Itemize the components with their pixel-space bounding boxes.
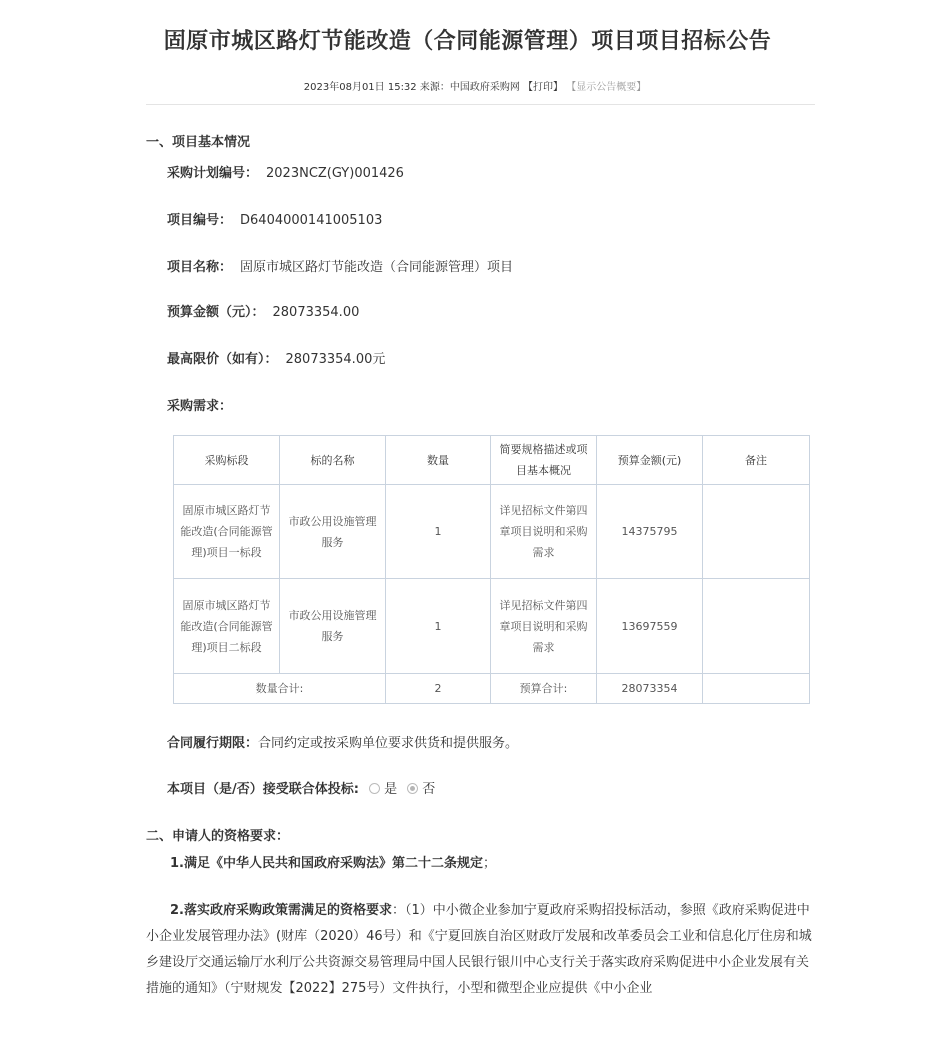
project-name-label: 项目名称： xyxy=(167,260,233,275)
contract-period-label: 合同履行期限： xyxy=(167,736,259,751)
section2-heading: 二、申请人的资格要求： xyxy=(146,829,290,844)
table-cell-item: 市政公用设施管理服务 xyxy=(280,485,386,579)
table-cell-qty: 1 xyxy=(386,485,491,579)
plan-number-value: 2023NCZ(GY)001426 xyxy=(266,166,404,181)
consortium-field xyxy=(167,778,435,797)
contract-period-field xyxy=(167,732,518,751)
requirement-2-text: ：（1）中小微企业参加宁夏政府采购招投标活动，参照《政府采购促进中小企业发展管理办法》(财库（2020）46号）和《宁夏回族自治区财政厅发展和改革委员会工业和信息化厅住房和城乡建设厅交通运输厅水利厅公共资源交易管理局中国人民银行银川中心支行关于落实政府采购促进中小企业发展有关措施的通知》（宁财规发【2022】275号）文件执行，小型和微型企业应提供《中小企业 xyxy=(146,903,812,996)
max-price-field xyxy=(167,348,385,367)
table-cell-spec: 详见招标文件第四章项目说明和采购需求 xyxy=(491,579,597,674)
page-title: 固原市城区路灯节能改造（合同能源管理）项目项目招标公告 xyxy=(163,29,772,54)
table-cell-budget: 13697559 xyxy=(597,579,703,674)
consortium-no-label: 否 xyxy=(422,782,436,797)
table-header-cell: 预算金额(元) xyxy=(597,436,703,485)
total-qty-label: 数量合计: xyxy=(174,674,386,704)
table-header-cell: 备注 xyxy=(703,436,810,485)
project-name-value: 固原市城区路灯节能改造（合同能源管理）项目 xyxy=(240,260,514,275)
max-price-value: 28073354.00元 xyxy=(285,352,386,367)
table-header-cell: 数量 xyxy=(386,436,491,485)
budget-value: 28073354.00 xyxy=(272,305,360,320)
meta-line xyxy=(0,78,950,93)
table-cell-spec: 详见招标文件第四章项目说明和采购需求 xyxy=(491,485,597,579)
table-row xyxy=(174,485,810,579)
print-link[interactable]: 【打印】 xyxy=(523,82,564,93)
requirement-item-2 xyxy=(146,898,816,1002)
source-name: 中国政府采购网 xyxy=(449,82,520,93)
table-cell-budget: 14375795 xyxy=(597,485,703,579)
project-number-label: 项目编号： xyxy=(167,213,233,228)
contract-period-value: 合同约定或按采购单位要求供货和提供服务。 xyxy=(258,736,519,751)
table-row xyxy=(174,579,810,674)
requirement-1-text: 1.满足《中华人民共和国政府采购法》第二十二条规定 xyxy=(170,856,483,871)
consortium-label: 本项目（是/否）接受联合体投标: xyxy=(167,782,359,797)
demand-label: 采购需求： xyxy=(167,399,233,414)
table-header-cell: 简要规格描述或项目基本概况 xyxy=(491,436,597,485)
requirement-item-1 xyxy=(146,851,816,877)
total-qty-value: 2 xyxy=(386,674,491,704)
table-cell-lot: 固原市城区路灯节能改造(合同能源管理)项目二标段 xyxy=(174,579,280,674)
consortium-yes-label: 是 xyxy=(384,782,398,797)
plan-number-label: 采购计划编号： xyxy=(167,166,259,181)
table-header-cell: 标的名称 xyxy=(280,436,386,485)
publish-datetime: 2023年08月01日 15:32 xyxy=(303,82,417,93)
table-cell-note xyxy=(703,579,810,674)
requirement-1-tail: ； xyxy=(482,856,496,871)
table-cell-item: 市政公用设施管理服务 xyxy=(280,579,386,674)
source-label: 来源： xyxy=(419,82,450,93)
total-budget-value: 28073354 xyxy=(597,674,703,704)
project-number-value: D6404000141005103 xyxy=(240,213,383,228)
requirement-2-label: 2.落实政府采购政策需满足的资格要求 xyxy=(170,903,392,918)
consortium-yes-radio[interactable] xyxy=(369,783,380,794)
plan-number-field xyxy=(167,162,404,181)
table-header-cell: 采购标段 xyxy=(174,436,280,485)
show-summary-link[interactable]: 【显示公告概要】 xyxy=(566,82,647,93)
total-budget-label: 预算合计: xyxy=(491,674,597,704)
project-number-field xyxy=(167,209,382,228)
table-cell-lot: 固原市城区路灯节能改造(合同能源管理)项目一标段 xyxy=(174,485,280,579)
table-cell-qty: 1 xyxy=(386,579,491,674)
consortium-no-radio[interactable] xyxy=(407,783,418,794)
budget-field xyxy=(167,301,359,320)
table-header-row xyxy=(174,436,810,485)
project-name-field xyxy=(167,256,513,275)
table-total-row xyxy=(174,674,810,704)
procurement-table xyxy=(173,435,810,704)
demand-field xyxy=(167,395,232,414)
header-divider xyxy=(146,104,815,105)
max-price-label: 最高限价（如有）： xyxy=(167,352,278,367)
table-cell-note xyxy=(703,485,810,579)
table-cell-note xyxy=(703,674,810,704)
section1-heading: 一、项目基本情况 xyxy=(146,135,251,150)
budget-label: 预算金额（元）： xyxy=(167,305,265,320)
